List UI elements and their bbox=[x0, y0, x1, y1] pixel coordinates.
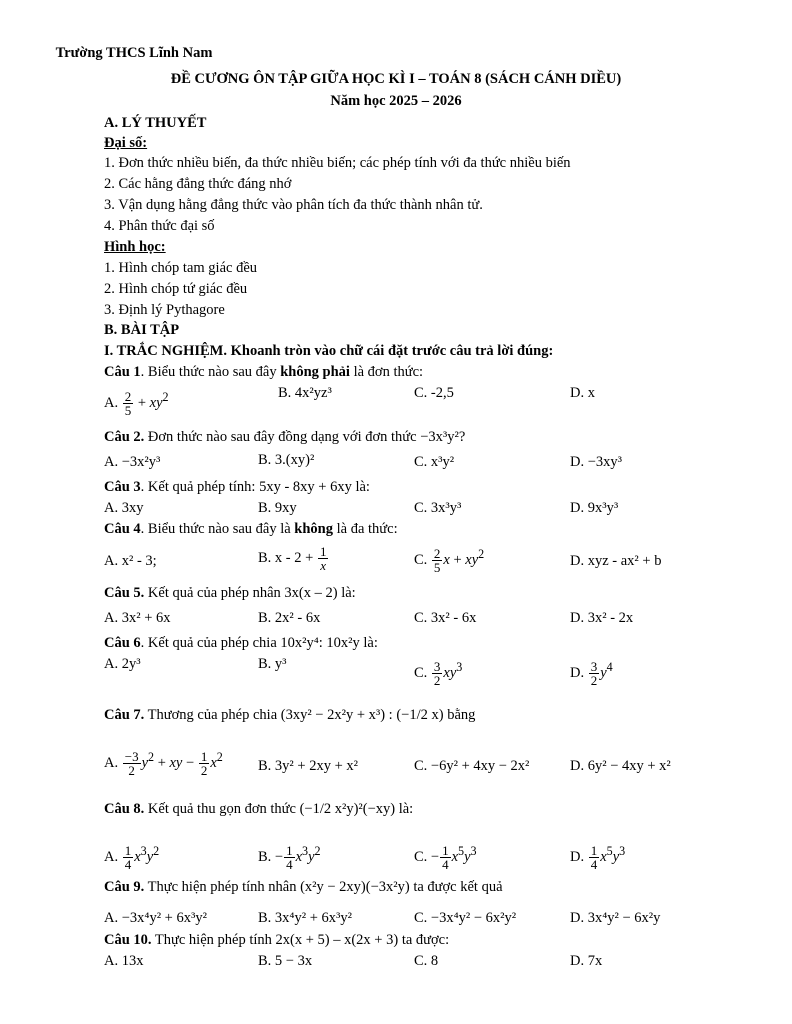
option-d[interactable]: D. 3x² - 2x bbox=[570, 610, 634, 626]
option-b[interactable]: B. y³ bbox=[258, 656, 287, 672]
option-a[interactable]: A. 3xy bbox=[104, 500, 144, 516]
question-9: Câu 9. Thực hiện phép tính nhân (x²y − 2xy)(−3x²y) ta được kết quả bbox=[104, 879, 503, 895]
option-d[interactable]: D. 6y² − 4xy + x² bbox=[570, 758, 671, 774]
question-3: Câu 3. Kết quả phép tính: 5xy - 8xy + 6xy là: bbox=[104, 479, 370, 495]
option-a[interactable]: A. $\frac{1}{4}$ $x^3y^2$ bbox=[104, 843, 160, 872]
question-7: Câu 7. Thương của phép chia (3xy² − 2x²y + x³) : (−1/2 x) bằng bbox=[104, 707, 476, 723]
option-b[interactable]: B. 9xy bbox=[258, 500, 297, 516]
option-d[interactable]: D. 3x⁴y² − 6x²y bbox=[570, 910, 661, 926]
option-b[interactable]: B. 5 − 3x bbox=[258, 953, 313, 969]
option-c[interactable]: C. 3x² - 6x bbox=[414, 610, 477, 626]
option-b[interactable]: B. 3.(xy)² bbox=[258, 452, 315, 468]
question-5: Câu 5. Kết quả của phép nhân 3x(x – 2) là: bbox=[104, 585, 356, 601]
option-c[interactable]: C. $\frac{2}{5}$ $x + xy^2$ bbox=[414, 546, 485, 575]
question-10: Câu 10. Thực hiện phép tính 2x(x + 5) – x(2x + 3) ta được: bbox=[104, 932, 450, 948]
option-d[interactable]: D. $\frac{3}{2}$ $y^4$ bbox=[570, 659, 613, 688]
option-d[interactable]: D. 9x³y³ bbox=[570, 500, 619, 516]
option-c[interactable]: C. − $\frac{1}{4}$ $x^5y^3$ bbox=[414, 843, 477, 872]
option-b[interactable]: B. − $\frac{1}{4}$ $x^3y^2$ bbox=[258, 843, 321, 872]
algebra-item: 2. Các hằng đẳng thức đáng nhớ bbox=[104, 176, 292, 192]
question-1: Câu 1. Biểu thức nào sau đây không phải là đơn thức: bbox=[104, 364, 424, 380]
option-c[interactable]: C. x³y² bbox=[414, 454, 455, 470]
option-b[interactable]: B. x - 2 + $\frac{1}{x}$ bbox=[258, 544, 327, 573]
geometry-item: 2. Hình chóp tứ giác đều bbox=[104, 281, 248, 297]
algebra-heading: Đại số: bbox=[104, 135, 148, 151]
algebra-item: 3. Vận dụng hằng đẳng thức vào phân tích đa thức thành nhân tử. bbox=[104, 197, 483, 213]
option-b[interactable]: B. 3y² + 2xy + x² bbox=[258, 758, 358, 774]
algebra-item: 1. Đơn thức nhiều biến, đa thức nhiều biến; các phép tính với đa thức nhiều biến bbox=[104, 155, 571, 171]
option-b[interactable]: B. 4x²yz³ bbox=[278, 385, 332, 401]
question-2: Câu 2. Đơn thức nào sau đây đồng dạng với đơn thức −3x³y²? bbox=[104, 429, 466, 445]
option-d[interactable]: D. 7x bbox=[570, 953, 603, 969]
geometry-heading: Hình học: bbox=[104, 239, 166, 255]
option-a[interactable]: A. −3x⁴y² + 6x³y² bbox=[104, 910, 207, 926]
option-b[interactable]: B. 2x² - 6x bbox=[258, 610, 321, 626]
option-c[interactable]: C. 8 bbox=[414, 953, 439, 969]
option-c[interactable]: C. −6y² + 4xy − 2x² bbox=[414, 758, 530, 774]
option-c[interactable]: C. -2,5 bbox=[414, 385, 454, 401]
option-a[interactable]: A. x² - 3; bbox=[104, 553, 157, 569]
option-c[interactable]: C. −3x⁴y² − 6x²y² bbox=[414, 910, 517, 926]
option-a[interactable]: A. $\frac{-3}{2}$ $y^2$ + xy − $\frac{1}{2}$ $x^2$ bbox=[104, 749, 223, 778]
school-year: Năm học 2025 – 2026 bbox=[330, 93, 462, 109]
question-6: Câu 6. Kết quả của phép chia 10x²y⁴: 10x²y là: bbox=[104, 635, 378, 651]
option-d[interactable]: D. xyz - ax² + b bbox=[570, 553, 662, 569]
option-d[interactable]: D. −3xy³ bbox=[570, 454, 622, 470]
algebra-item: 4. Phân thức đại số bbox=[104, 218, 215, 234]
theory-heading: A. LÝ THUYẾT bbox=[104, 115, 207, 131]
exercises-heading: B. BÀI TẬP bbox=[104, 322, 180, 338]
option-a[interactable]: A. −3x²y³ bbox=[104, 454, 161, 470]
option-d[interactable]: D. x bbox=[570, 385, 595, 401]
option-c[interactable]: C. 3x³y³ bbox=[414, 500, 462, 516]
document-title: ĐỀ CƯƠNG ÔN TẬP GIỮA HỌC KÌ I – TOÁN 8 (SÁCH CÁNH DIỀU) bbox=[170, 71, 622, 87]
question-8: Câu 8. Kết quả thu gọn đơn thức (−1/2 x²y)²(−xy) là: bbox=[104, 801, 414, 817]
school-name: Trường THCS Lĩnh Nam bbox=[55, 45, 213, 61]
option-c[interactable]: C. $\frac{3}{2}$ $xy^3$ bbox=[414, 659, 463, 688]
option-a[interactable]: A. 13x bbox=[104, 953, 144, 969]
option-a[interactable]: A. $\frac{2}{5}$ + $xy^2$ bbox=[104, 389, 169, 418]
option-b[interactable]: B. 3x⁴y² + 6x³y² bbox=[258, 910, 352, 926]
question-4: Câu 4. Biểu thức nào sau đây là không là đa thức: bbox=[104, 521, 398, 537]
option-a[interactable]: A. 2y³ bbox=[104, 656, 141, 672]
option-a[interactable]: A. 3x² + 6x bbox=[104, 610, 171, 626]
geometry-item: 1. Hình chóp tam giác đều bbox=[104, 260, 258, 276]
geometry-item: 3. Định lý Pythagore bbox=[104, 302, 225, 318]
multiple-choice-heading: I. TRẮC NGHIỆM. Khoanh tròn vào chữ cái đặt trước câu trả lời đúng: bbox=[104, 343, 554, 359]
option-d[interactable]: D. $\frac{1}{4}$ $x^5y^3$ bbox=[570, 843, 626, 872]
